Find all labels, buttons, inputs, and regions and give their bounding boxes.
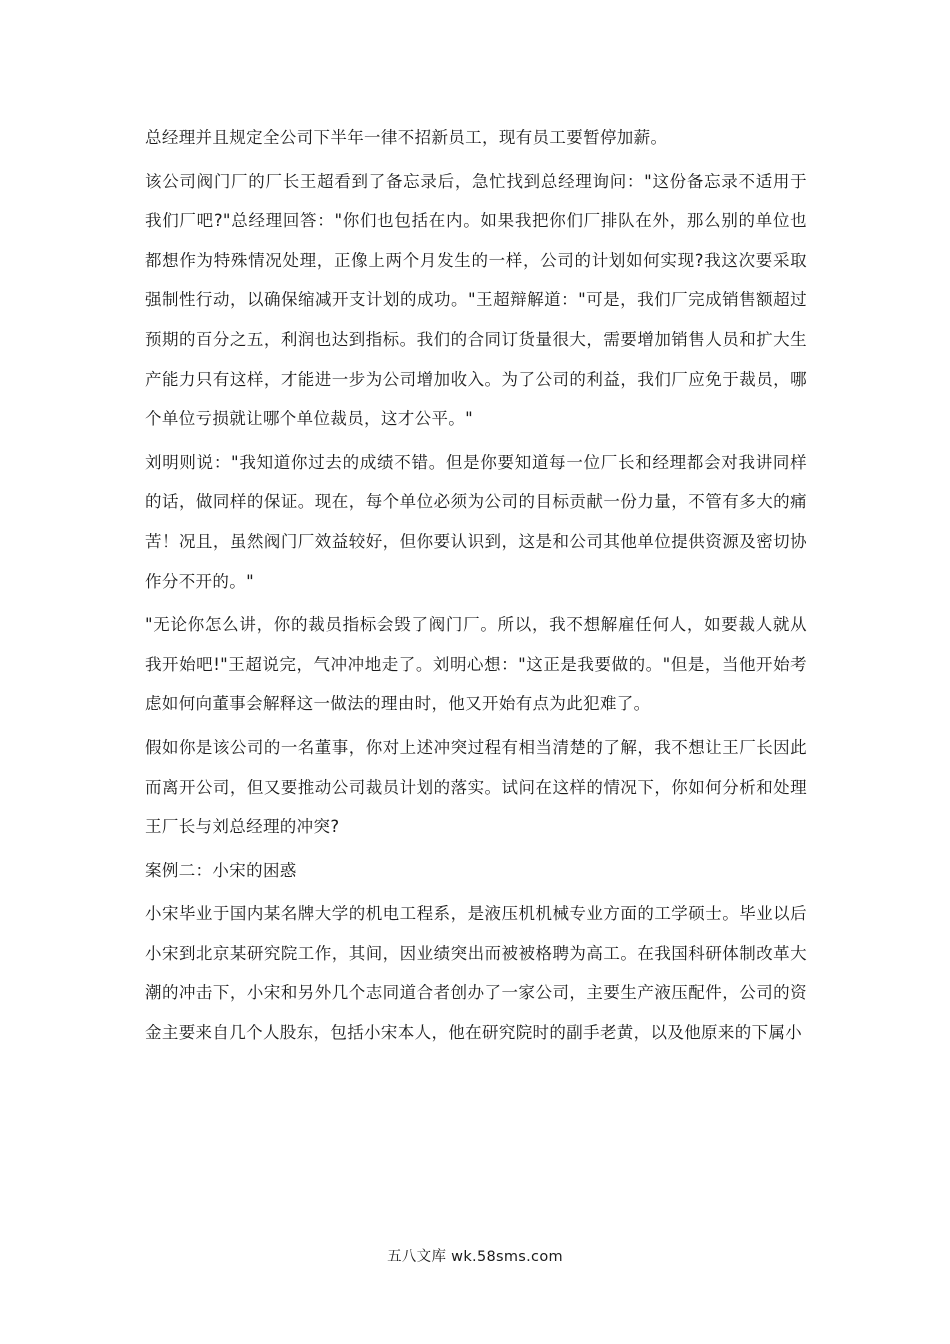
- paragraph-6: 小宋毕业于国内某名牌大学的机电工程系，是液压机机械专业方面的工学硕士。毕业以后小宋到北京某研究院工作，其间，因业绩突出而被被格聘为高工。在我国科研体制改革大潮的冲击下，小宋和另外几个志同道合者创办了一家公司，主要生产液压配件，公司的资金主要来自几个人股东，包括小宋本人，他在研究院时的副手老黄，以及他原来的下属小: [145, 904, 807, 1043]
- paragraph-2: 该公司阀门厂的厂长王超看到了备忘录后，急忙找到总经理询问："这份备忘录不适用于我们厂吧?"总经理回答："你们也包括在内。如果我把你们厂排队在外，那么别的单位也都想作为特殊情况处理，正像上两个月发生的一样，公司的计划如何实现?我这次要采取强制性行动，以确保缩减开支计划的成功。"王超辩解道："可是，我们厂完成销售额超过预期的百分之五，利润也达到指标。我们的合同订货量很大，需要增加销售人员和扩大生产能力只有这样，才能进一步为公司增加收入。为了公司的利益，我们厂应免于裁员，哪个单位亏损就让哪个单位裁员，这才公平。": [145, 171, 807, 429]
- paragraph-5: 假如你是该公司的一名董事，你对上述冲突过程有相当清楚的了解，我不想让王厂长因此而离开公司，但又要推动公司裁员计划的落实。试问在这样的情况下，你如何分析和处理王厂长与刘总经理的冲突?: [145, 737, 807, 837]
- paragraph-3: 刘明则说："我知道你过去的成绩不错。但是你要知道每一位厂长和经理都会对我讲同样的话，做同样的保证。现在，每个单位必须为公司的目标贡献一份力量，不管有多大的痛苦！况且，虽然阀门厂效益较好，但你要认识到，这是和公司其他单位提供资源及密切协作分不开的。": [145, 452, 807, 591]
- paragraph-4: "无论你怎么讲，你的裁员指标会毁了阀门厂。所以，我不想解雇任何人，如要裁人就从我开始吧!"王超说完，气冲冲地走了。刘明心想："这正是我要做的。"但是，当他开始考虑如何向董事会解释这一做法的理由时，他又开始有点为此犯难了。: [145, 615, 807, 714]
- body-text: [145, 118, 807, 1057]
- footer-watermark: 五八文库 wk.58sms.com: [387, 1249, 563, 1265]
- paragraph-1: 总经理并且规定全公司下半年一律不招新员工，现有员工要暂停加薪。: [145, 128, 668, 147]
- section-heading-case-2: 案例二：小宋的困惑: [145, 860, 297, 880]
